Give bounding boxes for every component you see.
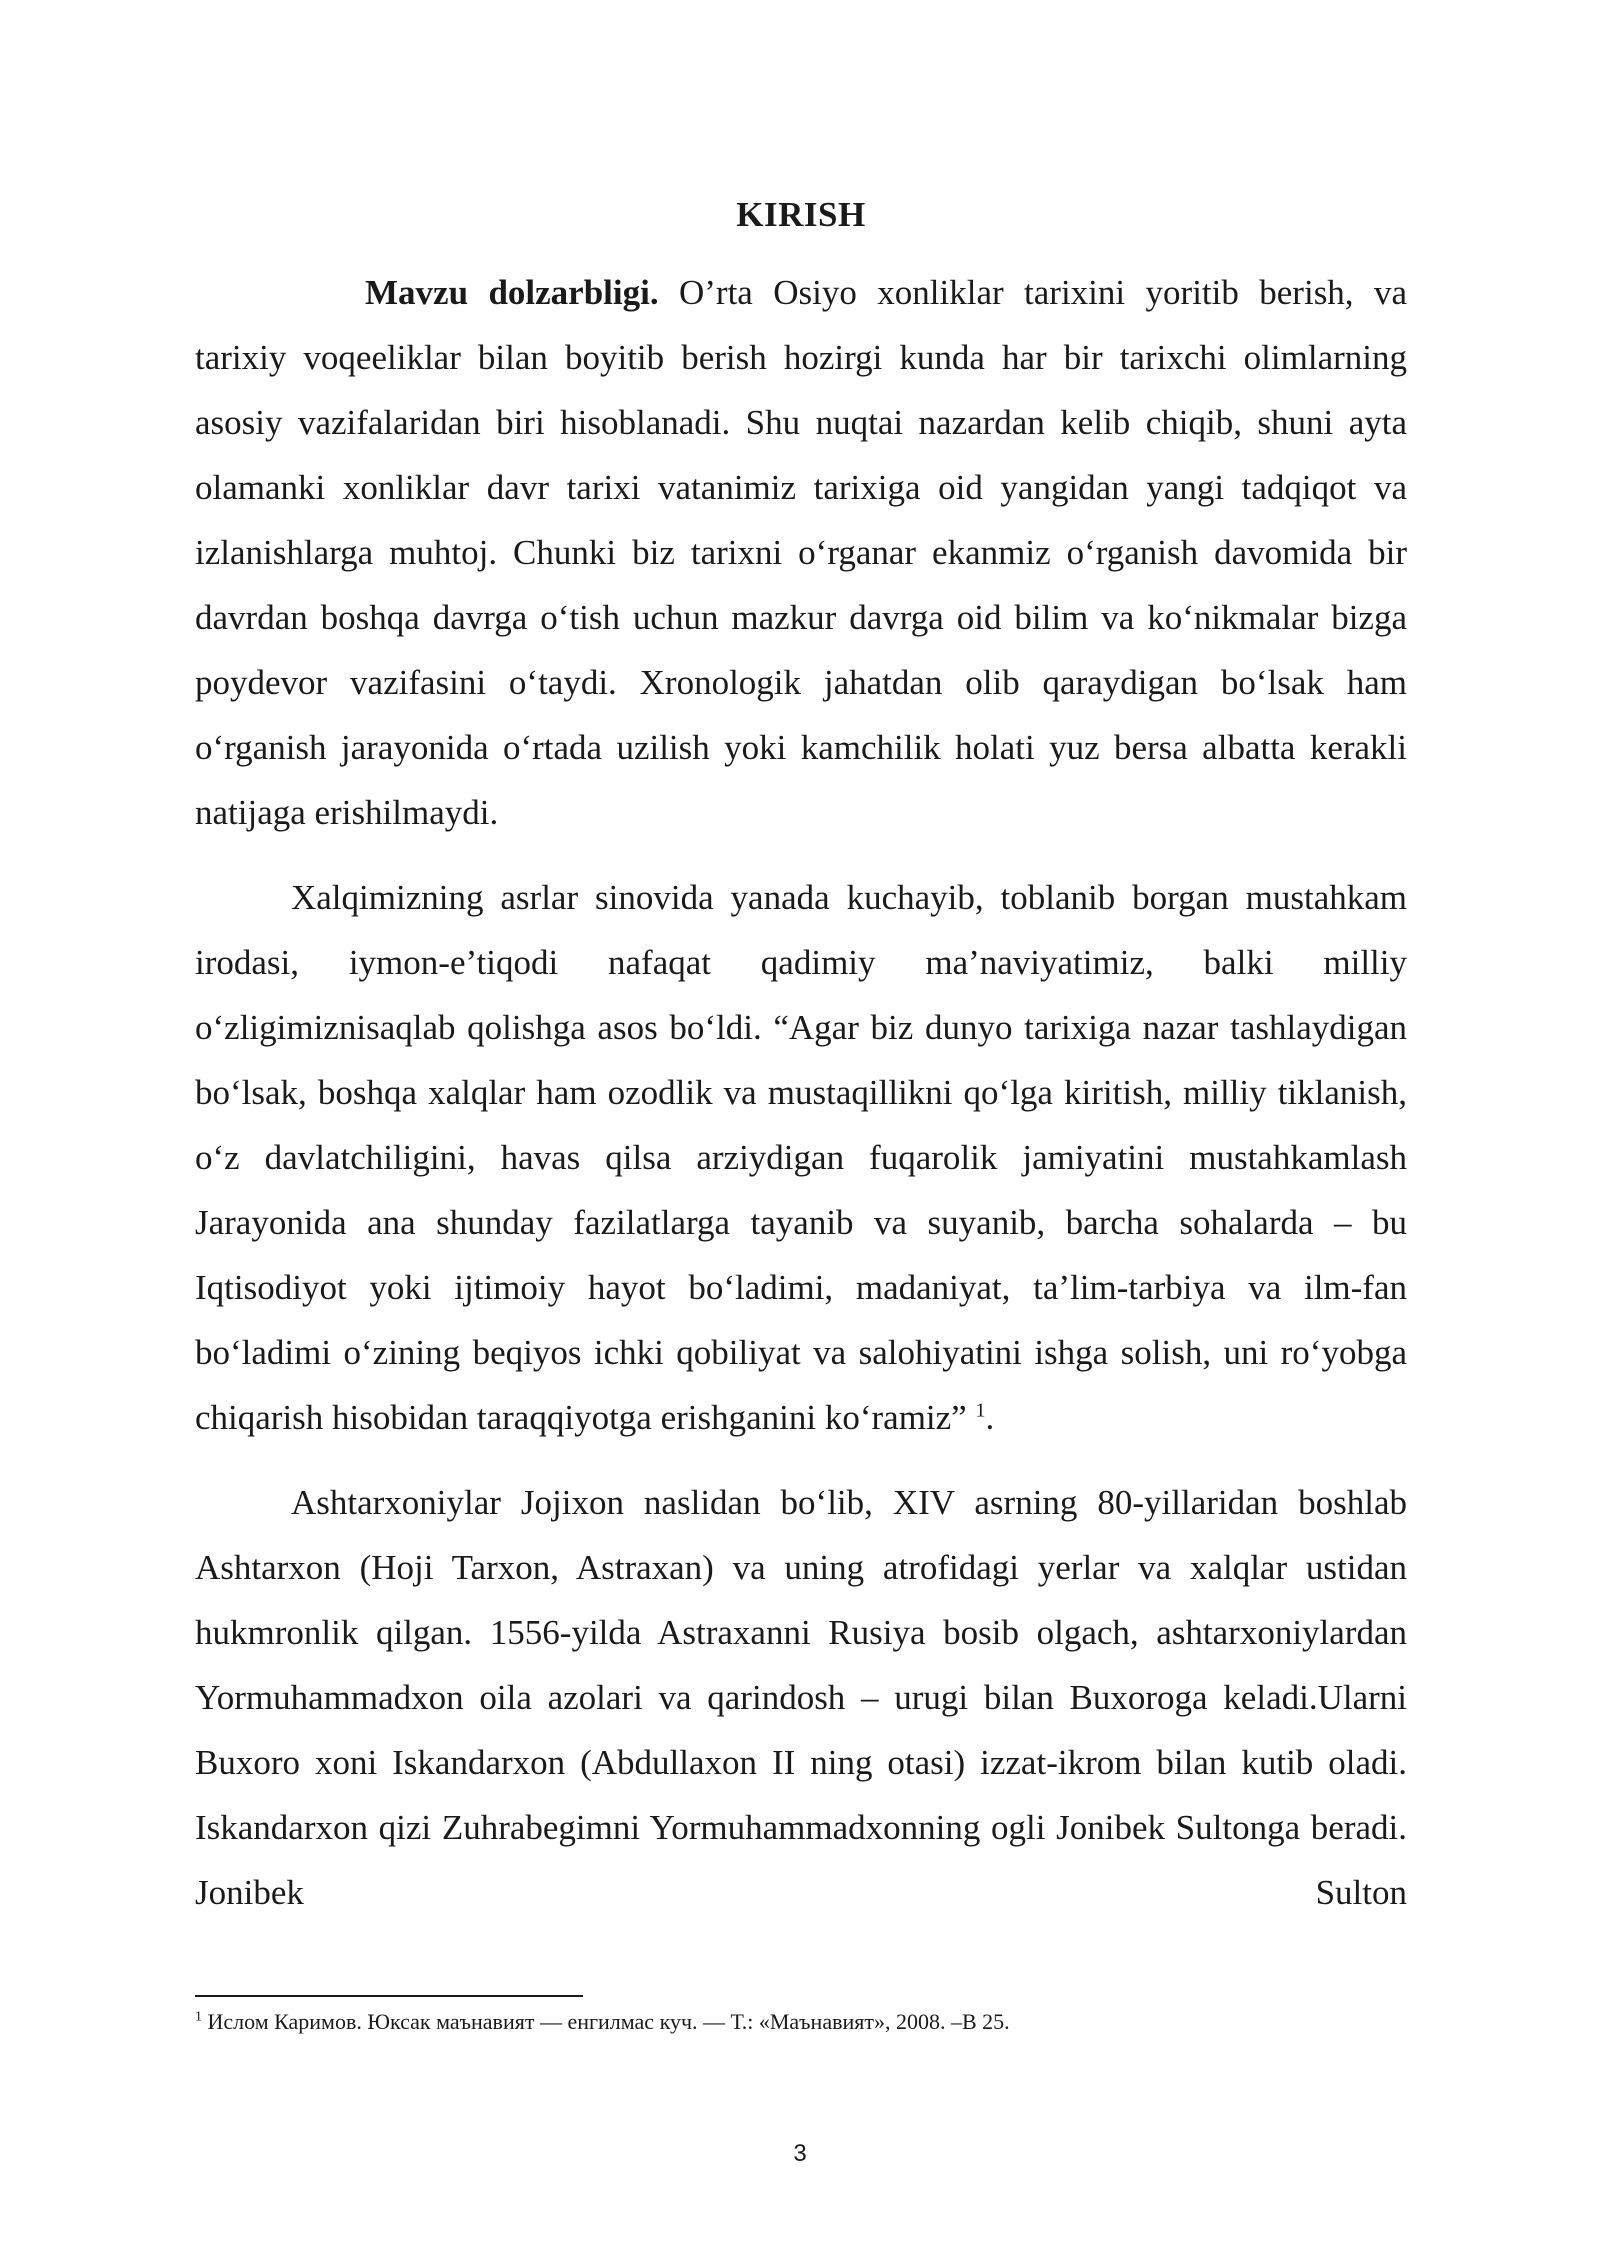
paragraph-2-text: Xalqimizning asrlar sinovida yanada kuchayib, toblanib borgan mustahkam irodasi, iymon-e’tiqodi nafaqat qadimiy ma’naviyatimiz, balki milliy o‘zligimiznisaqlab qolishga asos bo‘ldi. “Agar biz dunyo tarixiga nazar tashlaydigan bo‘lsak, boshqa xalqlar ham ozodlik va mustaqillikni qo‘lga kiritish, milliy tiklanish, o‘z davlatchiligini, havas qilsa arziydigan fuqarolik jamiyatini mustahkamlash Jarayonida ana shunday fazilatlarga tayanib va suyanib, barcha sohalarda – bu Iqtisodiyot yoki ijtimoiy hayot bo‘ladimi, madaniyat, ta’lim-tarbiya va ilm-fan bo‘ladimi o‘zining beqiyos ichki qobiliyat va salohiyatini ishga solish, uni ro‘yobga chiqarish hisobidan taraqqiyotga erishganini ko‘ramiz” [195, 878, 1407, 1437]
paragraph-1-lead: Mavzu dolzarbligi. [365, 273, 659, 312]
footnote [195, 2005, 1095, 2039]
footnote-reference[interactable]: 1 [975, 1399, 986, 1422]
paragraph-1 [195, 260, 1407, 845]
paragraph-2-end: . [985, 1398, 995, 1437]
paragraph-3-text: Ashtarxoniylar Jojixon naslidan bo‘lib, XIV asrning 80-yillaridan boshlab Ashtarxon (Hoji Tarxon, Astraxan) va uning atrofidagi yerlar va xalqlar ustidan hukmronlik qilgan. 1556-yilda Astraxanni Rusiya bosib olgach, ashtarxoniylardan Yormuhammadxon oila azolari va qarindosh – urugi bilan Buxoroga keladi.Ularni Buxoro xoni Iskandarxon (Abdullaxon II ning otasi) izzat-ikrom bilan kutib oladi. Iskandarxon qizi Zuhrabegimni Yormuhammadxonning ogli Jonibek Sultonga beradi. Jonibek Sulton [195, 1483, 1407, 1912]
document-page [195, 190, 1407, 1945]
paragraph-3 [195, 1470, 1407, 1925]
paragraph-1-text: O’rta Osiyo xonliklar tarixini yoritib berish, va tarixiy voqeeliklar bilan boyitib berish hozirgi kunda har bir tarixchi olimlarning asosiy vazifalaridan biri hisoblanadi. Shu nuqtai nazardan kelib chiqib, shuni ayta olamanki xonliklar davr tarixi vatanimiz tarixiga oid yangidan yangi tadqiqot va izlanishlarga muhtoj. Chunki biz tarixni o‘rganar ekanmiz o‘rganish davomida bir davrdan boshqa davrga o‘tish uchun mazkur davrga oid bilim va ko‘nikmalar bizga poydevor vazifasini o‘taydi. Xronologik jahatdan olib qaraydigan bo‘lsak ham o‘rganish jarayonida o‘rtada uzilish yoki kamchilik holati yuz bersa albatta kerakli natijaga erishilmaydi. [195, 273, 1407, 832]
page-title: KIRISH [736, 195, 866, 234]
footnote-separator [195, 1995, 583, 1997]
paragraph-2 [195, 865, 1407, 1450]
footnote-number: 1 [195, 2009, 202, 2025]
page-number: 3 [793, 2140, 807, 2167]
footnote-text: Ислом Каримов. Юксак маънавият — енгилмас куч. — Т.: «Маънавият», 2008. –B 25. [202, 2009, 1010, 2034]
